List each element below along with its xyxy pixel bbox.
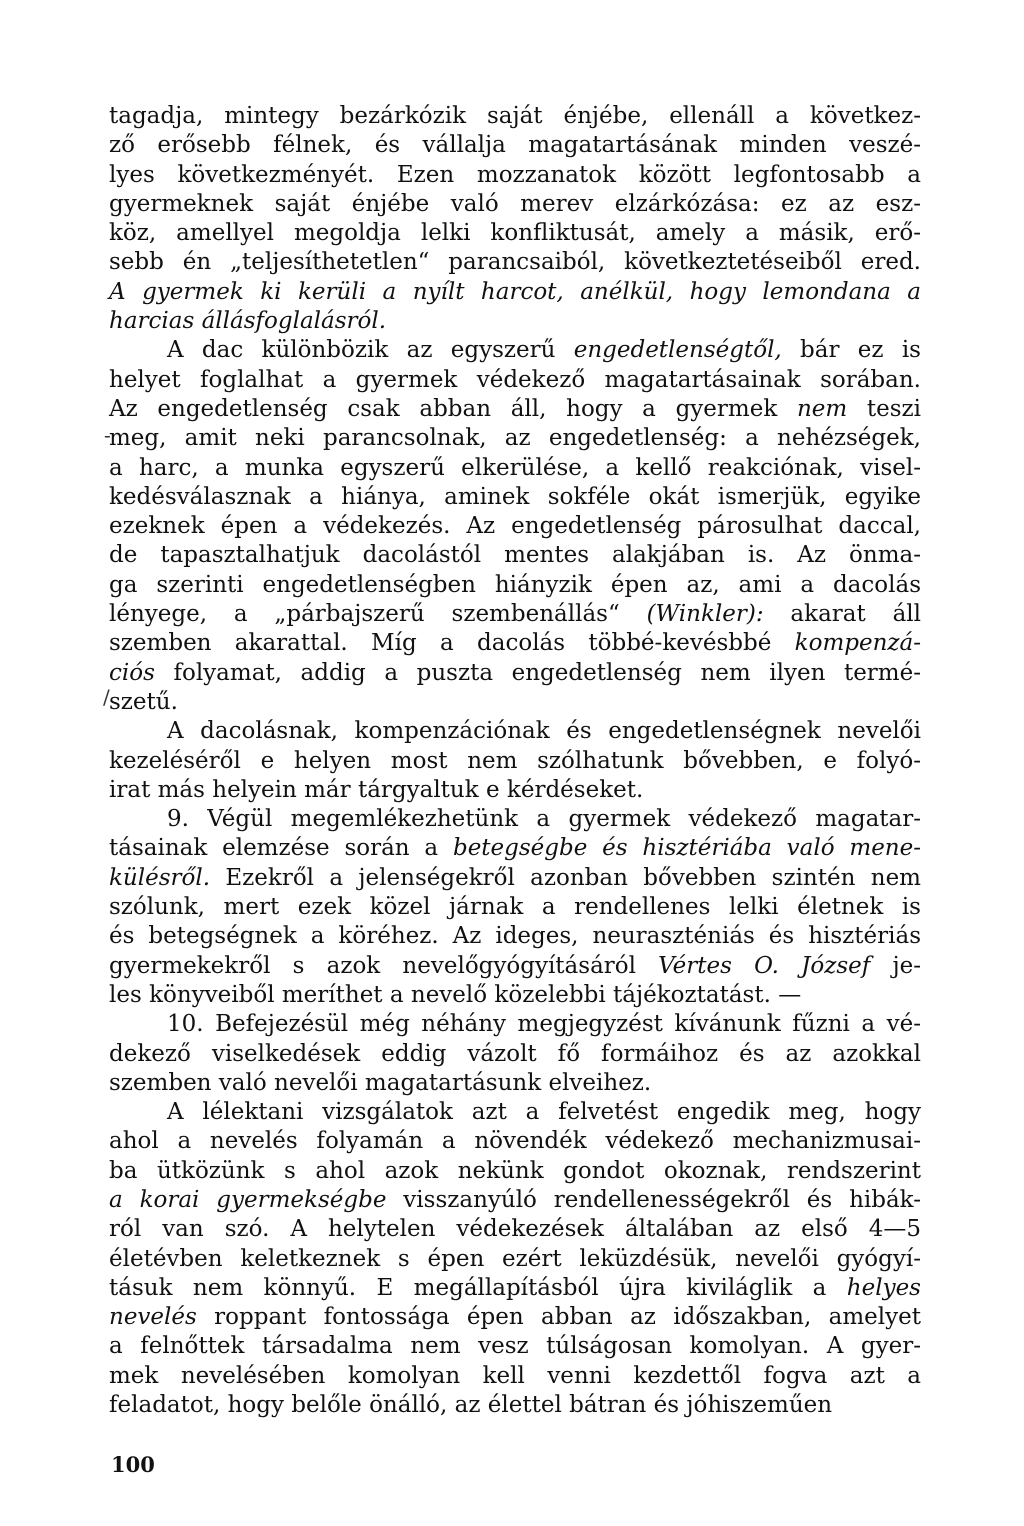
italic-text: ciós [109,659,155,686]
text-line [109,541,921,570]
paragraph [109,336,921,717]
text-run: tásainak elemzése során a [109,835,453,862]
text-run: lényege, a „párbajszerű szembenállás“ [109,601,647,628]
paragraph [109,1010,921,1098]
text-run: a felnőttek társadalma nem vesz túlságosan komolyan. A gyer- [109,1333,921,1360]
text-line [109,161,921,190]
text-line [109,1303,921,1332]
text-run: ahol a nevelés folyamán a növendék védekező mechanizmusai- [109,1128,921,1155]
text-run: ba ütközünk s ahol azok nekünk gondot okoznak, rendszerint [109,1157,921,1184]
text-run: bár ez is [781,337,921,364]
text-run: les könyveiből meríthet a nevelő közelebbi tájékoztatást. — [109,981,802,1008]
italic-text: engedetlenségtől, [573,337,782,364]
text-run: Ezekről a jelenségekről azonban bővebben szintén nem [210,864,921,891]
text-run: Az engedetlenség csak abban áll, hogy a gyermek [109,395,797,422]
text-line [109,512,921,541]
italic-text: nevelés [109,1304,197,1331]
text-run: lyes következményét. Ezen mozzanatok között legfontosabb a [109,161,921,188]
text-run: a harc, a munka egyszerű elkerülése, a kellő reakciónak, visel- [109,454,921,481]
text-line [109,1040,921,1069]
text-run: 9. Végül megemlékezhetünk a gyermek védekező magatar- [167,806,921,833]
text-line [109,1098,921,1127]
text-run: szólunk, mert ezek közel járnak a rendellenes lelki életnek is [109,894,921,921]
text-run: feladatot, hogy belőle önálló, az élettel bátran és jóhiszeműen [109,1392,833,1419]
text-line [109,1186,921,1215]
text-line [109,1245,921,1274]
text-run: je- [870,952,921,979]
text-run: A dacolásnak, kompenzációnak és engedetlenségnek nevelői [167,718,921,745]
margin-dash-mark: - [104,423,111,447]
text-line [109,1127,921,1156]
text-run: ról van szó. A helytelen védekezések általában az első 4—5 [109,1216,921,1243]
text-line [109,981,921,1010]
text-run: de tapasztalhatjuk dacolástól mentes alakjában is. Az önma- [109,542,921,569]
italic-text: kompenzá- [794,630,921,657]
text-line [109,571,921,600]
text-line [109,1215,921,1244]
text-run: dekező viselkedések eddig vázolt fő formáihoz és az azokkal [109,1040,921,1067]
margin-slash-mark: / [103,685,110,709]
text-run: ző erősebb félnek, és vállalja magatartásának minden veszé- [109,132,921,159]
text-run: irat más helyein már tárgyaltuk e kérdéseket. [109,776,644,803]
text-run: tásuk nem könnyű. E megállapításból újra kiviláglik a [109,1274,847,1301]
text-run: mek nevelésében komolyan kell venni kezdettől fogva azt a [109,1362,921,1389]
text-run: gyermekekről s azok nevelőgyógyításáról [109,952,659,979]
text-line [109,952,921,981]
text-line [109,834,921,863]
text-run: folyamat, addig a puszta engedetlenség nem ilyen termé- [154,659,921,686]
text-run: akarat áll [763,601,922,628]
text-line [109,131,921,160]
text-run: tagadja, mintegy bezárkózik saját énjébe, ellenáll a következ- [109,103,921,129]
text-line [109,776,921,805]
paragraph [109,102,921,336]
text-run: ezeknek épen a védekezés. Az engedetlenség párosulhat daccal, [109,513,921,540]
text-line [109,1362,921,1391]
italic-text: A gyermek ki kerüli a nyílt harcot, anélkül, hogy lemondana a [109,278,921,305]
text-run: meg, amit neki parancsolnak, az engedetlenség: a nehézségek, [109,425,921,452]
text-line [109,336,921,365]
text-run: köz, amellyel megoldja lelki konfliktusát, amely a másik, erő- [109,220,921,247]
text-line [109,1391,921,1420]
text-line [109,922,921,951]
italic-text: betegségbe és hisztériába való mene- [452,835,921,862]
text-line [109,102,921,131]
italic-text: külésről. [109,864,211,891]
italic-text: harcias állásfoglalásról. [109,308,387,335]
text-line [109,219,921,248]
text-run: szemben akarattal. Míg a dacolás többé-kevésbbé [109,630,795,657]
italic-text: Vértes O. József [658,952,871,979]
text-line [109,454,921,483]
text-run: 10. Befejezésül még néhány megjegyzést kívánunk fűzni a vé- [167,1011,921,1038]
text-run: sebb én „teljesíthetetlen“ parancsaiból, következtetéseiből ered. [109,249,921,276]
text-run: A dac különbözik az egyszerű [167,337,574,364]
text-line [109,366,921,395]
text-line [109,307,921,336]
text-line [109,893,921,922]
italic-text: nem [796,395,848,422]
text-line [109,805,921,834]
text-line [109,1010,921,1039]
text-line [109,747,921,776]
text-line [109,248,921,277]
text-run: kedésválasznak a hiánya, aminek sokféle okát ismerjük, egyike [109,483,921,510]
text-line [109,424,921,453]
text-run: A lélektani vizsgálatok azt a felvetést engedik meg, hogy [167,1099,921,1126]
text-line [109,1332,921,1361]
italic-text: (Winkler): [646,601,764,628]
text-line [109,659,921,688]
text-run: gyermeknek saját énjébe való merev elzárkózása: ez az esz- [109,190,921,217]
text-line [109,600,921,629]
text-line [109,864,921,893]
text-line [109,1069,921,1098]
text-run: és betegségnek a köréhez. Az ideges, neuraszténiás és hisztériás [109,923,921,950]
italic-text: helyes [846,1274,921,1301]
text-line [109,717,921,746]
text-run: roppant fontossága épen abban az időszakban, amelyet [196,1304,921,1331]
text-run: kezeléséről e helyen most nem szólhatunk bővebben, e folyó- [109,747,921,774]
text-line [109,629,921,658]
text-line [109,395,921,424]
italic-text: a korai gyermekségbe [109,1186,387,1213]
text-run: szetű. [109,688,178,715]
text-line [109,483,921,512]
paragraph [109,717,921,805]
paragraph [109,1098,921,1420]
text-run: életévben keletkeznek s épen ezért leküzdésük, nevelői gyógyí- [109,1245,921,1272]
text-run: ga szerinti engedetlenségben hiányzik épen az, ami a dacolás [109,571,921,598]
body-text [109,102,921,1420]
text-line [109,278,921,307]
text-line [109,1274,921,1303]
text-run: teszi [847,395,921,422]
text-run: szemben való nevelői magatartásunk elveihez. [109,1069,652,1096]
page-number: 100 [111,1452,155,1477]
text-line [109,1157,921,1186]
paragraph [109,805,921,1010]
text-run: visszanyúló rendellenességekről és hibák- [386,1186,921,1213]
text-line [109,688,921,717]
text-line [109,190,921,219]
text-run: helyet foglalhat a gyermek védekező magatartásainak sorában. [109,366,921,393]
